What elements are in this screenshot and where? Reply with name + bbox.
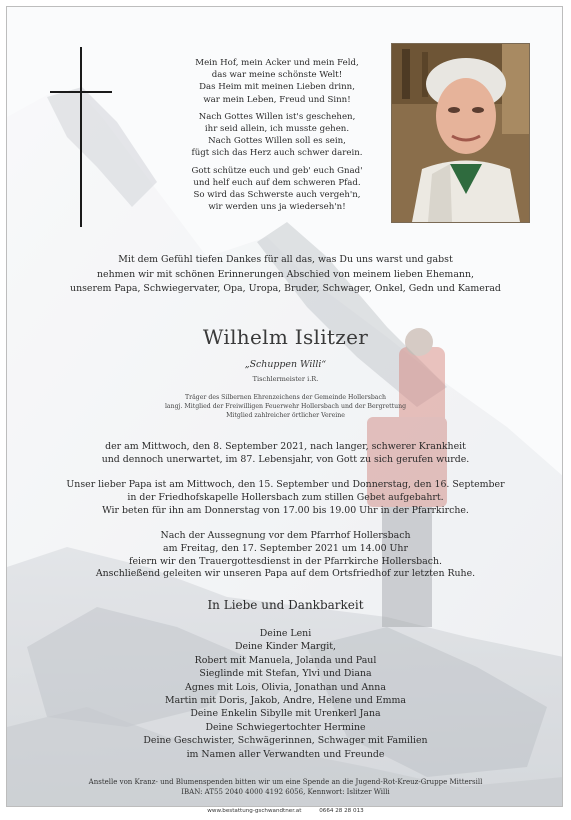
thanks-text: [7, 253, 563, 297]
poem-line: wir werden uns ja wiederseh'n!: [208, 202, 346, 213]
poem-stanza: [127, 165, 427, 214]
service-line: feiern wir den Trauergottesdienst in der Pfarrkirche Hollersbach.: [128, 555, 443, 567]
poem-line: Nach Gottes Willen ist's geschehen,: [198, 111, 356, 122]
poem-line: Gott schütze euch und geb' euch Gnad': [191, 165, 363, 176]
viewing-line: Wir beten für ihn am Donnerstag von 17.00 bis 19.00 Uhr in der Pfarrkirche.: [102, 504, 469, 516]
family-line: Deine Kinder Margit,: [234, 641, 337, 653]
family-line: Deine Geschwister, Schwägerinnen, Schwager mit Familien: [143, 735, 428, 747]
family-list: [7, 627, 563, 761]
footer: [0, 808, 571, 814]
poem-line: fügt sich das Herz auch schwer darein.: [191, 148, 363, 159]
family-line: Deine Leni: [259, 628, 312, 639]
family-line: Deine Enkelin Sibylle mit Urenkerl Jana: [190, 708, 381, 720]
footer-phone: 0664 28 28 013: [319, 808, 364, 814]
deceased-title: Tischlermeister i.R.: [252, 375, 319, 383]
poem-line: Nach Gottes Willen soll es sein,: [208, 136, 346, 147]
closing-phrase: In Liebe und Dankbarkeit: [207, 598, 364, 612]
donation-notice: [7, 778, 563, 797]
poem-line: das war meine schönste Welt!: [211, 70, 343, 81]
family-line: Agnes mit Lois, Olivia, Jonathan und Anna: [185, 681, 386, 693]
poem-stanza: [127, 57, 427, 106]
death-line: und dennoch unerwartet, im 87. Lebensjahr, von Gott zu sich gerufen wurde.: [101, 453, 470, 465]
thanks-line: unserem Papa, Schwiegervater, Opa, Uropa, Bruder, Schwager, Onkel, Gedn und Kamerad: [70, 283, 501, 295]
portrait-photo: [391, 43, 530, 223]
service-line: Anschließend geleiten wir unseren Papa auf dem Ortsfriedhof zur letzten Ruhe.: [95, 568, 476, 580]
deceased-nickname: „Schuppen Willi“: [244, 359, 327, 370]
honors-list: [7, 393, 563, 420]
service-line: Nach der Aussegnung vor dem Pfarrhof Hollersbach: [160, 530, 411, 541]
viewing-notice: [7, 479, 563, 517]
honor-item: Mitglied zahlreicher örtlicher Vereine: [226, 412, 345, 419]
parte-page: [6, 6, 563, 807]
poem-line: Mein Hof, mein Acker und mein Feld,: [195, 58, 359, 68]
family-line: Sieglinde mit Stefan, Ylvi und Diana: [199, 668, 372, 680]
thanks-line: nehmen wir mit schönen Erinnerungen Abschied von meinem lieben Ehemann,: [97, 268, 474, 280]
poem-stanza: [127, 111, 427, 160]
viewing-line: in der Friedhofskapelle Hollersbach zum stillen Gebet aufgebahrt.: [127, 491, 444, 503]
poem-line: So wird das Schwerste auch vergeh'n,: [193, 190, 361, 201]
deceased-name: Wilhelm Islitzer: [202, 325, 369, 349]
death-notice: [7, 441, 563, 467]
poem-line: ihr seid allein, ich musste gehen.: [204, 124, 350, 135]
thanks-line: Mit dem Gefühl tiefen Dankes für all das, was Du uns warst und gabst: [118, 254, 453, 265]
viewing-line: Unser lieber Papa ist am Mittwoch, den 15. September und Donnerstag, den 16. September: [66, 479, 505, 490]
donation-line: IBAN: AT55 2040 4000 4192 6056, Kennwort: Islitzer Willi: [181, 787, 390, 796]
honor-item: Träger des Silbernen Ehrenzeichens der Gemeinde Hollersbach: [185, 394, 386, 401]
service-notice: [7, 530, 563, 581]
death-line: der am Mittwoch, den 8. September 2021, nach langer, schwerer Krankheit: [105, 441, 466, 452]
service-line: am Freitag, den 17. September 2021 um 14.00 Uhr: [163, 542, 408, 554]
honor-item: langj. Mitglied der Freiwilligen Feuerwehr Hollersbach und der Bergrettung: [164, 403, 407, 410]
family-line: Deine Schwiegertochter Hermine: [205, 721, 366, 733]
family-line: Martin mit Doris, Jakob, Andre, Helene und Emma: [164, 695, 407, 707]
donation-line: Anstelle von Kranz- und Blumenspenden bitten wir um eine Spende an die Jugend-Rot-Kreuz-Gruppe Mittersill: [88, 778, 483, 786]
family-line: im Namen aller Verwandten und Freunde: [186, 748, 385, 760]
poem-line: war mein Leben, Freud und Sinn!: [203, 94, 351, 105]
cross-icon: [50, 47, 112, 227]
poem-line: und helf euch auf dem schweren Pfad.: [193, 177, 361, 188]
poem: [127, 57, 427, 218]
poem-line: Das Heim mit meinen Lieben drinn,: [199, 82, 355, 93]
family-line: Robert mit Manuela, Jolanda und Paul: [194, 654, 377, 666]
footer-website: www.bestattung-gschwandtner.at: [207, 808, 302, 814]
